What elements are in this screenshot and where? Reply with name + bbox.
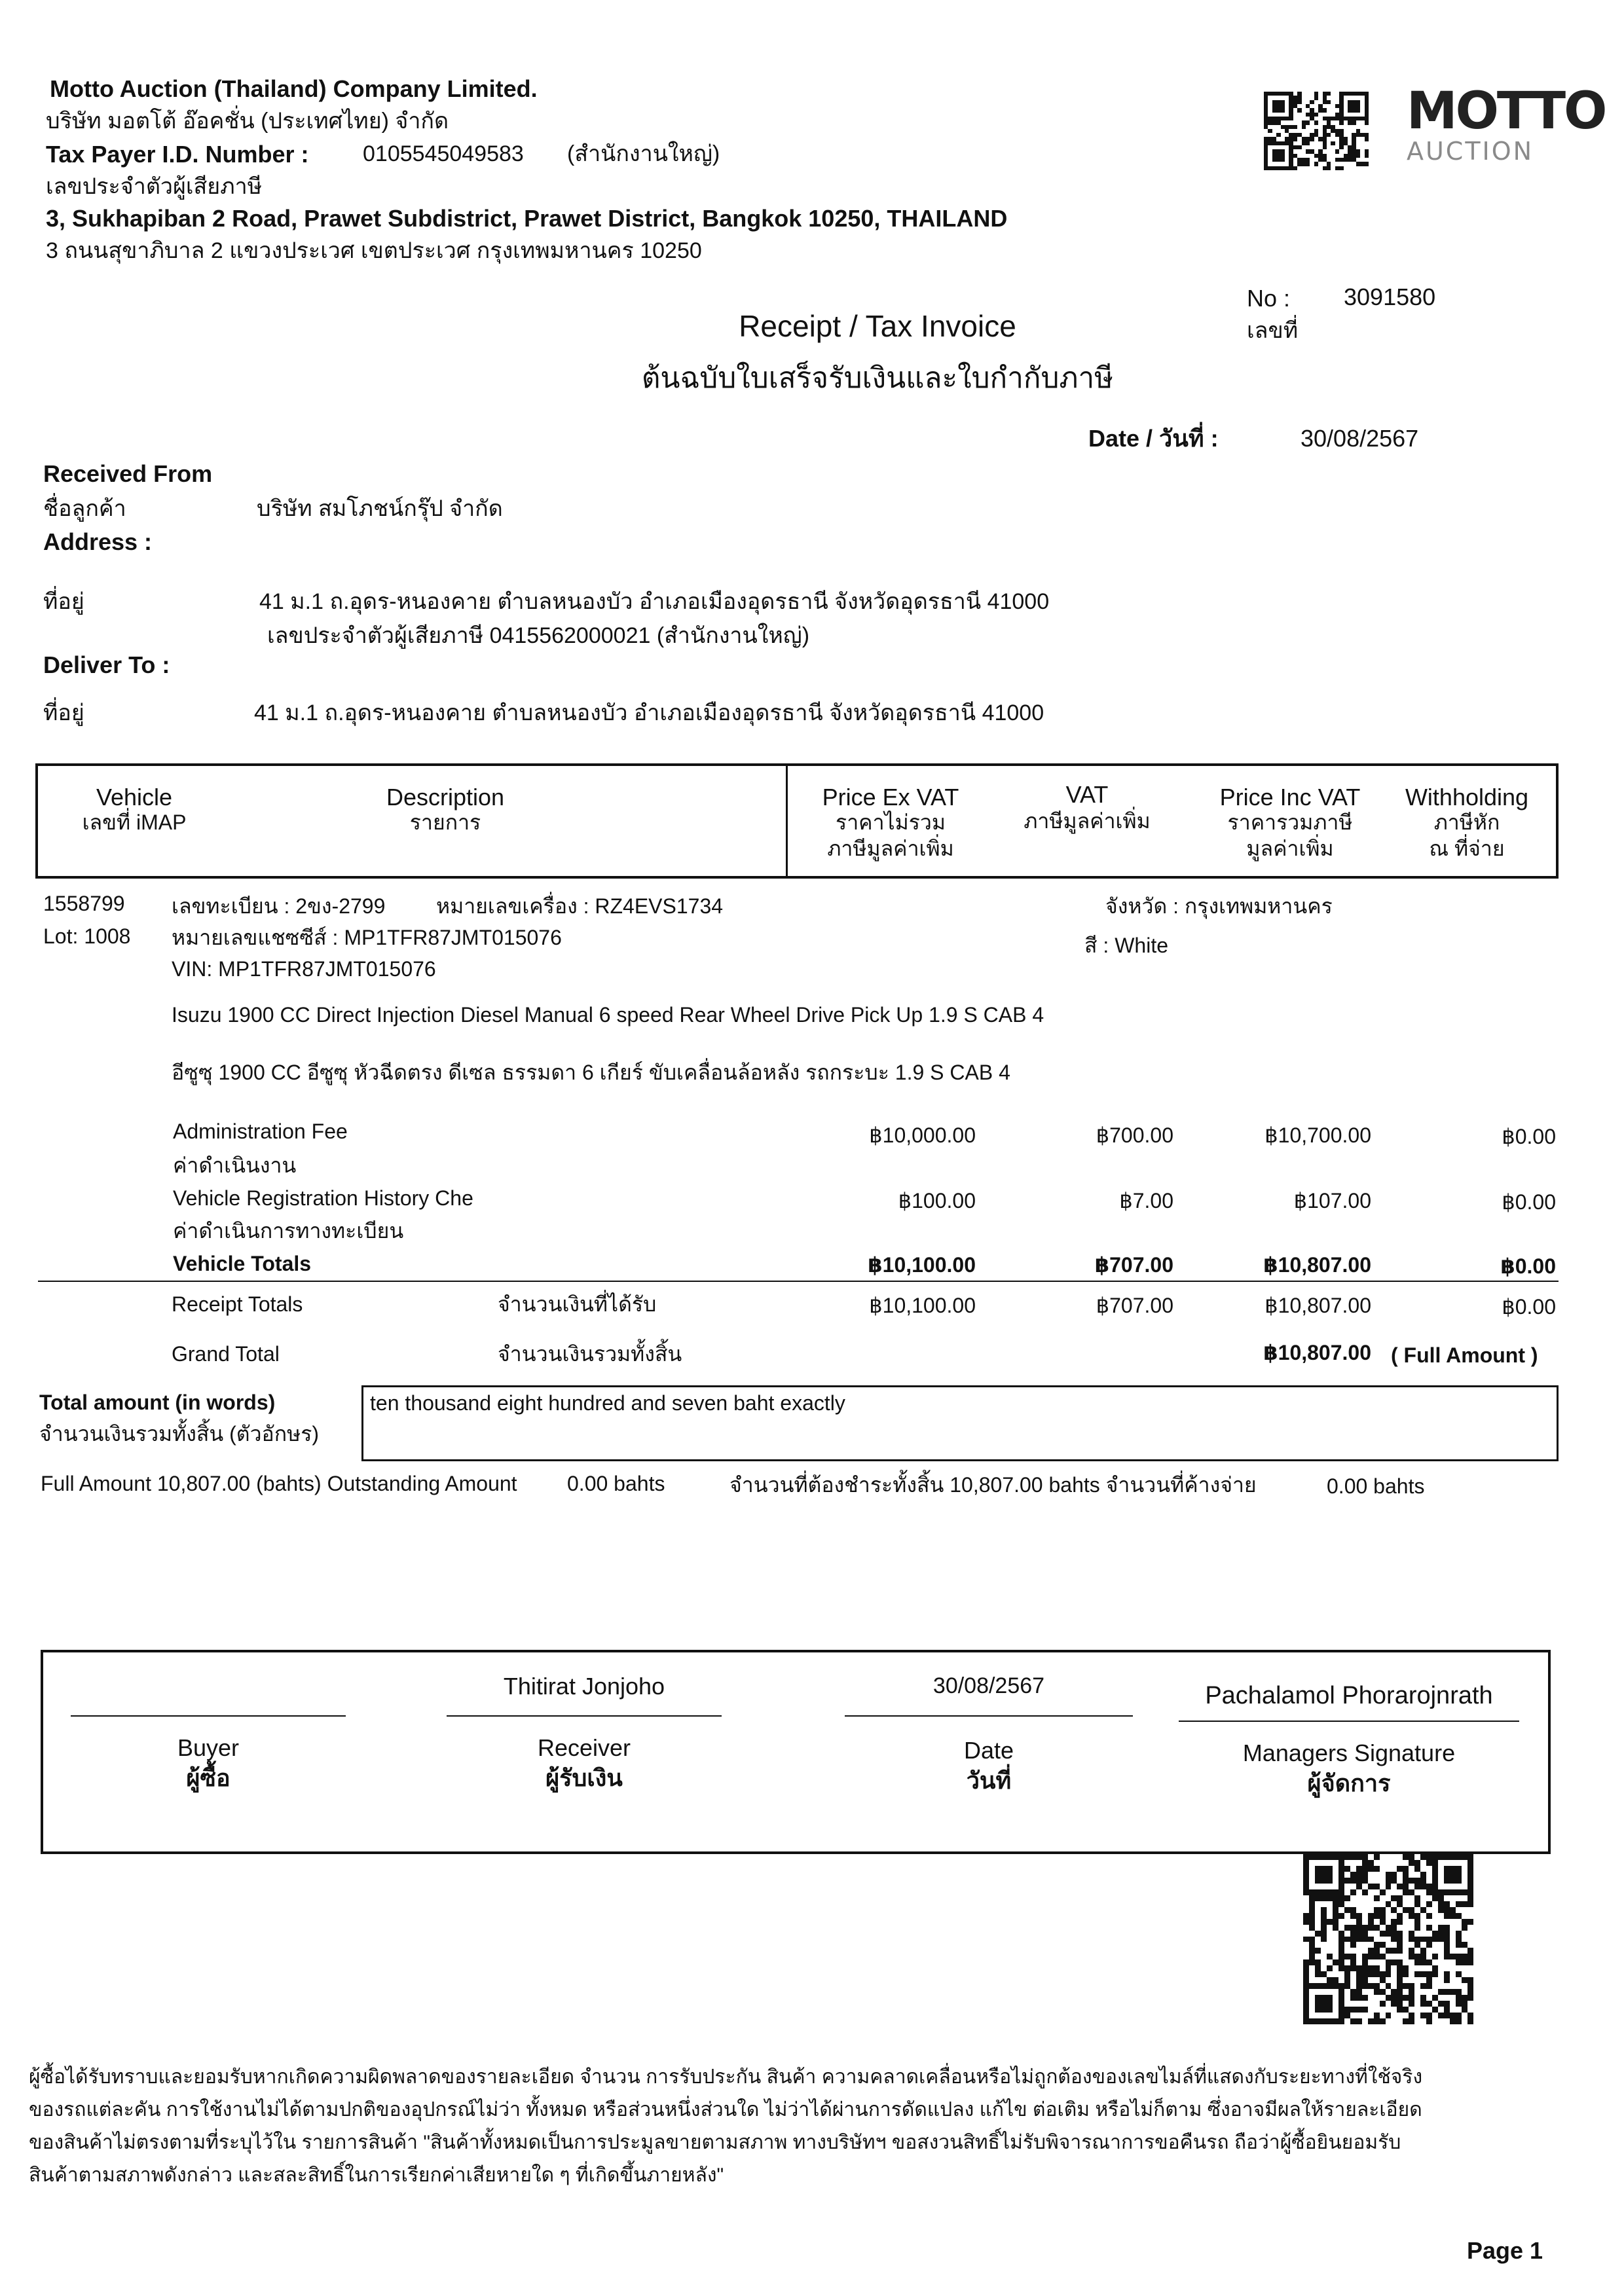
- th-vat: VAT: [1065, 781, 1109, 808]
- signature-label-th: ผู้ซื้อ: [186, 1764, 231, 1791]
- signature-label-th: ผู้รับเงิน: [545, 1764, 623, 1791]
- qr-code-icon: [1264, 92, 1369, 170]
- fee-vat: ฿700.00: [1096, 1123, 1173, 1147]
- th-price-ex-th2: ภาษีมูลค่าเพิ่ม: [827, 837, 954, 860]
- vehicle-province: จังหวัด : กรุงเทพมหานคร: [1105, 894, 1333, 918]
- customer-taxid: เลขประจำตัวผู้เสียภาษี 0415562000021 (สำนักงานใหญ่): [267, 623, 810, 648]
- fee-name: Administration Fee: [173, 1120, 348, 1143]
- signature-label-th: ผู้จัดการ: [1307, 1770, 1391, 1796]
- signature-name-manager: Pachalamol Phorarojnrath: [1205, 1682, 1493, 1709]
- disclaimer-line: สินค้าตามสภาพดังกล่าว และสละสิทธิ์ในการเรียกค่าเสียหายใด ๆ ที่เกิดขึ้นภายหลัง": [29, 2164, 724, 2186]
- customer-name: บริษัท สมโภชน์กรุ๊ป จำกัด: [257, 496, 503, 521]
- receipt-totals-withholding: ฿0.00: [1502, 1295, 1556, 1319]
- vehicle-plate: เลขทะเบียน : 2ขง-2799: [172, 894, 386, 918]
- taxid-value: 0105545049583: [363, 141, 524, 166]
- totals-divider: [38, 1281, 1559, 1282]
- signature-line: [1179, 1721, 1519, 1722]
- disclaimer-line: ของรถแต่ละคัน การใช้งานไม่ได้ตามปกติของอุปกรณ์ไม่ว่า ทั้งหมด หรือส่วนหนึ่งส่วนใด ไม่ว่าได้ผ่านการดัดแปลง แก้ไข ต่อเติม หรือไม่ก็ตาม ซึ่งอาจมีผลให้รายละเอียด: [29, 2099, 1422, 2121]
- vehicle-vin: VIN: MP1TFR87JMT015076: [172, 957, 436, 981]
- vehicle-description-en: Isuzu 1900 CC Direct Injection Diesel Manual 6 speed Rear Wheel Drive Pick Up 1.9 S CAB 4: [172, 1003, 1044, 1027]
- th-price-ex-th1: ราคาไม่รวม: [836, 811, 946, 834]
- vehicle-totals-label: Vehicle Totals: [173, 1252, 312, 1275]
- signature-label-th: วันที่: [966, 1767, 1012, 1794]
- vehicle-engine: หมายเลขเครื่อง : RZ4EVS1734: [436, 894, 724, 918]
- th-withholding-th2: ณ ที่จ่าย: [1429, 837, 1505, 860]
- disclaimer-line: ของสินค้าไม่ตรงตามที่ระบุไว้ใน รายการสินค้า "สินค้าทั้งหมดเป็นการประมูลขายตามสภาพ ทางบริษัทฯ ขอสงวนสิทธิ์ไม่รับพิจารณาการขอคืนรถ ถือว่าผู้ซื้อยินยอมรับ: [29, 2132, 1401, 2153]
- motto-auction-logo: [1407, 82, 1606, 166]
- signature-line: [71, 1715, 346, 1717]
- vehicle-imap: 1558799: [43, 892, 125, 915]
- doc-title-en: Receipt / Tax Invoice: [739, 309, 1016, 343]
- signature-line: [447, 1715, 722, 1717]
- qr-code-icon: [1303, 1854, 1473, 2024]
- signature-date-value: 30/08/2567: [932, 1673, 1045, 1698]
- signature-box: [41, 1650, 1551, 1854]
- deliver-address: 41 ม.1 ถ.อุดร-หนองคาย ตำบลหนองบัว อำเภอเมืองอุดรธานี จังหวัดอุดรธานี 41000: [254, 701, 1044, 725]
- th-price-inc: Price Inc VAT: [1219, 784, 1361, 811]
- words-box: [361, 1385, 1559, 1461]
- receipt-totals-ex: ฿10,100.00: [869, 1294, 976, 1317]
- date-value: 30/08/2567: [1301, 425, 1419, 452]
- grand-total-label: Grand Total: [172, 1342, 280, 1366]
- receipt-totals-vat: ฿707.00: [1096, 1294, 1173, 1317]
- signature-line: [845, 1715, 1133, 1717]
- vehicle-color: สี : White: [1084, 934, 1168, 957]
- fee-price-ex: ฿10,000.00: [869, 1123, 976, 1147]
- th-withholding: Withholding: [1405, 784, 1529, 811]
- taxid-label-th: เลขประจำตัวผู้เสียภาษี: [46, 174, 263, 199]
- date-label: Date / วันที่ :: [1088, 425, 1219, 452]
- deliver-label-th: ที่อยู่: [43, 701, 84, 725]
- vehicle-totals-ex: ฿10,100.00: [868, 1253, 976, 1277]
- company-name-th: บริษัท มอตโต้ อ๊อคชั่น (ประเทศไทย) จำกัด: [46, 109, 449, 134]
- receipt-totals-label-th: จำนวนเงินที่ได้รับ: [498, 1292, 657, 1316]
- vehicle-lot: Lot: 1008: [43, 924, 131, 948]
- disclaimer-line: ผู้ซื้อได้รับทราบและยอมรับหากเกิดความผิดพลาดของรายละเอียด จำนวน การรับประกัน สินค้า ความคลาดเคลื่อนหรือไม่ถูกต้องของเลขไมล์ที่แสดงกับระยะทางที่ใช้จริง: [29, 2066, 1423, 2088]
- company-address-th: 3 ถนนสุขาภิบาล 2 แขวงประเวศ เขตประเวศ กรุงเทพมหานคร 10250: [46, 238, 702, 263]
- words-label-th: จำนวนเงินรวมทั้งสิ้น (ตัวอักษร): [39, 1422, 320, 1446]
- th-vehicle-th: เลขที่ iMAP: [82, 811, 187, 834]
- vehicle-description-th: อีซูซุ 1900 CC อีซูซุ หัวฉีดตรง ดีเซล ธรรมดา 6 เกียร์ ขับเคลื่อนล้อหลัง รถกระบะ 1.9 S CAB 4: [172, 1061, 1010, 1084]
- doc-no-label-th: เลขที่: [1247, 318, 1299, 343]
- vehicle-totals-vat: ฿707.00: [1094, 1253, 1173, 1277]
- company-name-en: Motto Auction (Thailand) Company Limited.: [50, 75, 538, 102]
- page-number: Page 1: [1467, 2237, 1543, 2264]
- th-description-th: รายการ: [409, 811, 481, 834]
- receipt-totals-label: Receipt Totals: [172, 1292, 303, 1316]
- doc-no-value: 3091580: [1344, 283, 1436, 310]
- vehicle-totals-inc: ฿10,807.00: [1263, 1253, 1371, 1277]
- grand-total-amount: ฿10,807.00: [1263, 1341, 1371, 1364]
- fee-price-inc: ฿107.00: [1293, 1189, 1371, 1212]
- fee-name: Vehicle Registration History Che: [173, 1186, 473, 1210]
- th-withholding-th1: ภาษีหัก: [1433, 811, 1500, 834]
- signature-label: Receiver: [537, 1734, 631, 1761]
- th-price-ex: Price Ex VAT: [822, 784, 959, 811]
- grand-total-note: ( Full Amount ): [1391, 1343, 1538, 1367]
- logo-subtitle: AUCTION: [1407, 137, 1534, 166]
- address-label: Address :: [43, 528, 153, 555]
- th-vehicle: Vehicle: [96, 784, 173, 811]
- doc-no-label: No :: [1247, 285, 1291, 312]
- fee-price-inc: ฿10,700.00: [1264, 1123, 1371, 1147]
- receipt-totals-inc: ฿10,807.00: [1264, 1294, 1371, 1317]
- table-header-divider: [786, 765, 788, 877]
- logo-wordmark: MOTTO: [1407, 82, 1606, 141]
- customer-name-label: ชื่อลูกค้า: [43, 496, 126, 521]
- grand-total-label-th: จำนวนเงินรวมทั้งสิ้น: [498, 1342, 682, 1366]
- th-vat-th: ภาษีมูลค่าเพิ่ม: [1024, 809, 1151, 833]
- fee-withholding: ฿0.00: [1502, 1190, 1556, 1214]
- fee-vat: ฿7.00: [1119, 1189, 1173, 1212]
- fee-withholding: ฿0.00: [1502, 1125, 1556, 1148]
- received-from-label: Received From: [43, 460, 213, 487]
- deliver-to-label: Deliver To :: [43, 651, 170, 678]
- summary-en-value: 0.00 bahts: [567, 1472, 665, 1495]
- signature-label: Managers Signature: [1242, 1740, 1456, 1766]
- signature-label: Buyer: [177, 1734, 240, 1761]
- fee-name-th: ค่าดำเนินการทางทะเบียน: [173, 1219, 404, 1243]
- vehicle-chassis: หมายเลขแชซซีส์ : MP1TFR87JMT015076: [172, 926, 562, 949]
- words-value: ten thousand eight hundred and seven baht exactly: [370, 1391, 845, 1415]
- words-label: Total amount (in words): [39, 1391, 276, 1414]
- th-description: Description: [386, 784, 505, 811]
- vehicle-totals-withholding: ฿0.00: [1500, 1254, 1556, 1278]
- taxid-branch: (สำนักงานใหญ่): [567, 141, 720, 166]
- doc-title-th: ต้นฉบับใบเสร็จรับเงินและใบกำกับภาษี: [641, 362, 1114, 394]
- th-price-inc-th1: ราคารวมภาษี: [1227, 811, 1353, 834]
- summary-th: จำนวนที่ต้องชำระทั้งสิ้น 10,807.00 bahts จำนวนที่ค้างจ่าย: [729, 1473, 1257, 1497]
- signature-label: Date: [963, 1737, 1014, 1764]
- summary-th-value: 0.00 bahts: [1327, 1474, 1425, 1498]
- fee-price-ex: ฿100.00: [898, 1189, 976, 1212]
- fee-name-th: ค่าดำเนินงาน: [173, 1154, 297, 1177]
- company-address-en: 3, Sukhapiban 2 Road, Prawet Subdistrict, Prawet District, Bangkok 10250, THAILAND: [46, 205, 1008, 232]
- th-price-inc-th2: มูลค่าเพิ่ม: [1246, 837, 1334, 860]
- taxid-label: Tax Payer I.D. Number :: [46, 141, 309, 168]
- address-label-th: ที่อยู่: [43, 589, 84, 614]
- signature-name-receiver: Thitirat Jonjoho: [503, 1673, 665, 1700]
- summary-en: Full Amount 10,807.00 (bahts) Outstanding Amount: [41, 1472, 517, 1495]
- customer-address: 41 ม.1 ถ.อุดร-หนองคาย ตำบลหนองบัว อำเภอเมืองอุดรธานี จังหวัดอุดรธานี 41000: [259, 589, 1050, 614]
